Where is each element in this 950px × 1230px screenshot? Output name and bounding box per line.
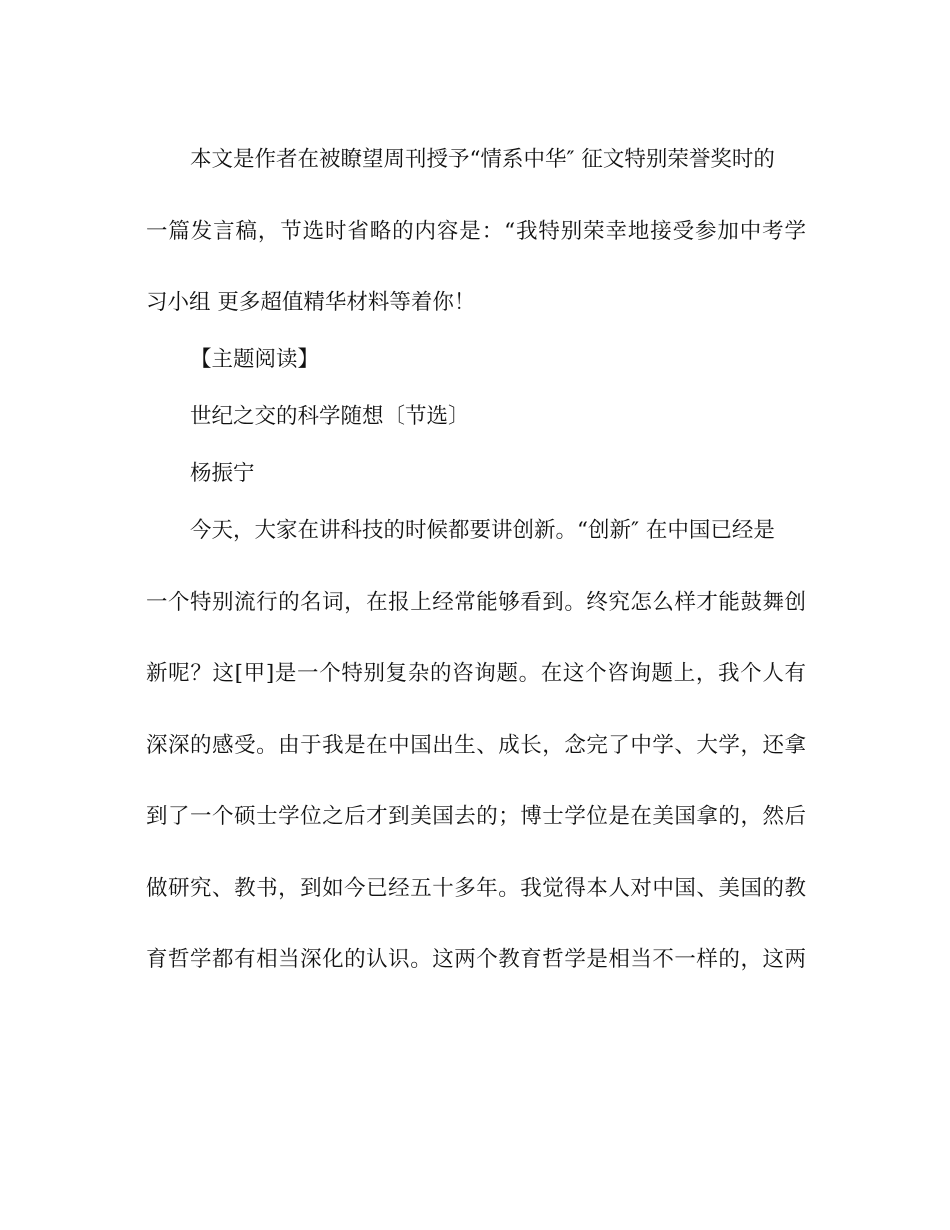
paragraph-body-line-1: 今天，大家在讲科技的时候都要讲创新。“创新″ 在中国已经是 <box>190 518 775 543</box>
paragraph-body-line-4: 深深的感受。由于我是在中国出生、成长，念完了中学、大学，还拿 <box>146 732 806 758</box>
paragraph-intro-line-2: 一篇发言稿，节选时省略的内容是：“我特别荣幸地接受参加中考学 <box>146 218 806 244</box>
paragraph-intro-line-3: 习小组 更多超值精华材料等着你！ <box>146 290 476 315</box>
section-heading: 【主题阅读】 <box>190 347 320 372</box>
paragraph-intro-line-1: 本文是作者在被瞭望周刊授予“情系中华″ 征文特别荣誉奖时的 <box>190 147 775 172</box>
paragraph-body-line-7: 育哲学都有相当深化的认识。这两个教育哲学是相当不一样的，这两 <box>146 947 806 972</box>
paragraph-body-line-3: 新呢？这[甲]是一个特别复杂的咨询题。在这个咨询题上，我个人有 <box>146 661 806 686</box>
paragraph-body-line-2: 一个特别流行的名词，在报上经常能够看到。终究怎么样才能鼓舞创 <box>146 589 806 615</box>
document-body <box>146 131 806 1003</box>
paragraph-body-line-6: 做研究、教书，到如今已经五十多年。我觉得本人对中国、美国的教 <box>146 875 806 901</box>
article-author: 杨振宁 <box>190 461 255 486</box>
paragraph-body-line-5: 到了一个硕士学位之后才到美国去的；博士学位是在美国拿的，然后 <box>146 804 806 829</box>
article-title: 世纪之交的科学随想〔节选〕 <box>190 404 470 429</box>
